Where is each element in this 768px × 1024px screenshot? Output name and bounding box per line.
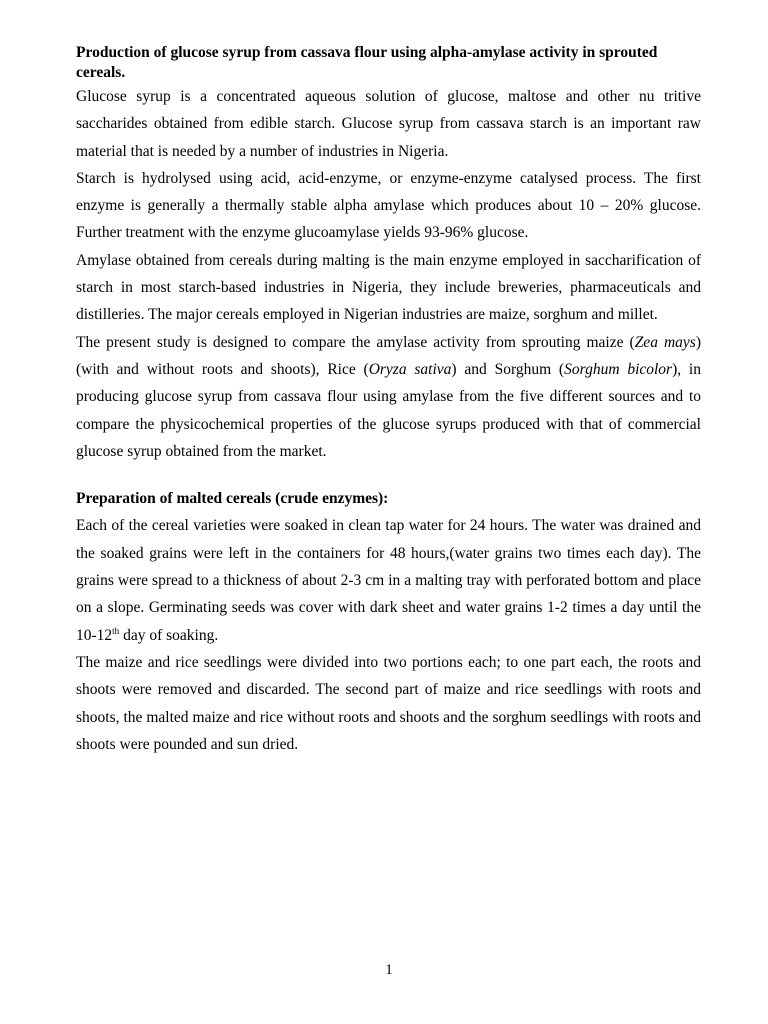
study-text-2: ) (with and without roots and shoots), Rice (: [76, 333, 701, 378]
species-zea-mays: Zea mays: [634, 333, 696, 351]
page-number: 1: [385, 962, 393, 978]
intro-paragraph-3: Amylase obtained from cereals during malting is the main enzyme employed in saccharification of starch in most starch-based industries in Nigeria, they include breweries, pharmaceuticals and distilleries. The major cereals employed in Nigerian industries are maize, sorghum and millet.: [76, 251, 701, 324]
study-text-1: The present study is designed to compare the amylase activity from sprouting maize (: [76, 333, 635, 351]
method-text-before-sup: Each of the cereal varieties were soaked in clean tap water for 24 hours. The water was drained and the soaked grains were left in the containers for 48 hours,(water grains two times each day). The grains were spread to a thickness of about 2-3 cm in a malting tray with perforated bottom and place on a slope. Germinating seeds was cover with dark sheet and water grains 1-2 times a day until the 10-12: [76, 517, 701, 644]
document-title: Production of glucose syrup from cassava flour using alpha-amylase activity in sprouted cereals.: [76, 44, 658, 81]
method-paragraph-1: [76, 512, 701, 648]
intro-paragraph-1: Glucose syrup is a concentrated aqueous solution of glucose, maltose and other nu tritive saccharides obtained from edible starch. Glucose syrup from cassava starch is an important raw material that is needed by a number of industries in Nigeria.: [76, 88, 701, 160]
method-paragraph-2: The maize and rice seedlings were divided into two portions each; to one part each, the roots and shoots were removed and discarded. The second part of maize and rice seedlings with roots and shoots, the malted maize and rice without roots and shoots and the sorghum seedlings with roots and shoots were pounded and sun dried.: [76, 653, 701, 753]
intro-paragraph-2: Starch is hydrolysed using acid, acid-enzyme, or enzyme-enzyme catalysed process. The first enzyme is generally a thermally stable alpha amylase which produces about 10 – 20% glucose. Further treatment with the enzyme glucoamylase yields 93-96% glucose.: [76, 169, 701, 242]
method-text-after-sup: day of soaking.: [119, 626, 219, 644]
section-spacer: [76, 465, 701, 485]
document-page: [76, 43, 701, 758]
ordinal-superscript: th: [112, 625, 120, 636]
section-heading: Preparation of malted cereals (crude enzymes):: [76, 490, 389, 508]
study-paragraph: [76, 329, 701, 465]
study-text-3: ) and Sorghum (: [451, 360, 565, 378]
species-oryza-sativa: Oryza sativa: [368, 360, 452, 378]
study-text-4: ), in producing glucose syrup from cassava flour using amylase from the five different sources and to compare the physicochemical properties of the glucose syrups produced with that of commercial glucose syrup obtained from the market.: [76, 360, 701, 460]
species-sorghum-bicolor: Sorghum bicolor: [564, 360, 673, 378]
